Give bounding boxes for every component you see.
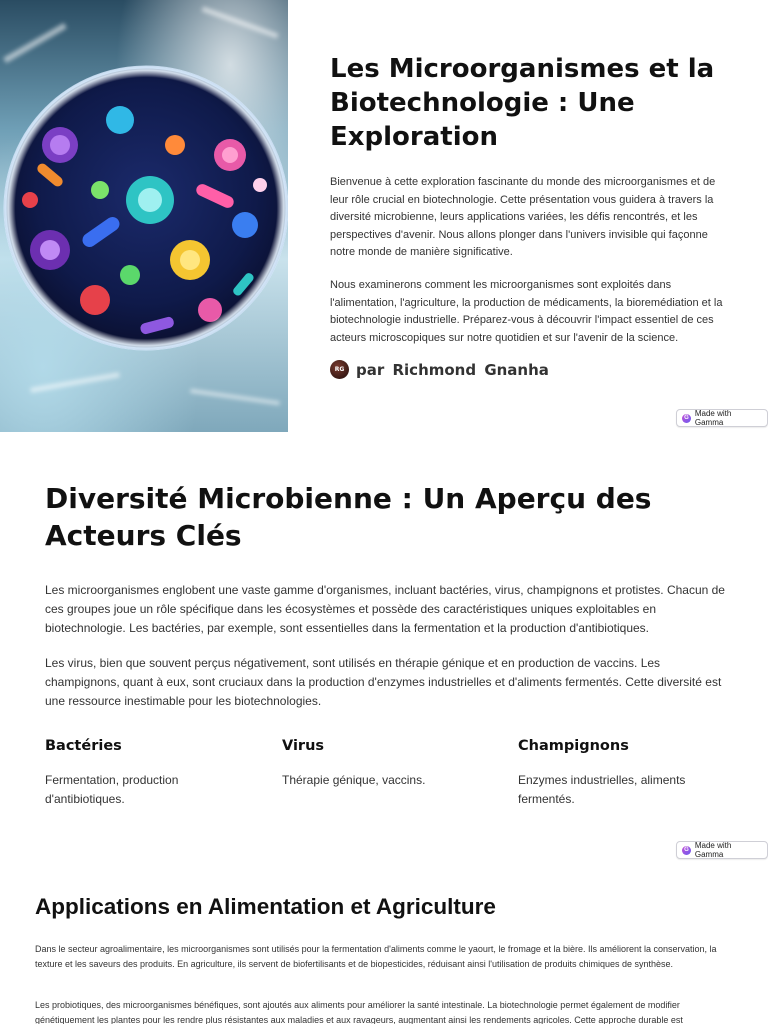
section-paragraph: Les virus, bien que souvent perçus négativement, sont utilisés en thérapie génique et en production de vaccins. Les champignons, quant à eux, sont cruciaux dans la production d'enzymes industrielles et d'aliments fermentés. Cette diversité est une ressource inestimable pour les biotechnologies. [45, 656, 722, 708]
column-heading: Bactéries [45, 738, 122, 754]
author-name: par Richmond Gnanha [356, 360, 549, 379]
column-text: Thérapie génique, vaccins. [282, 773, 426, 787]
column-heading: Virus [282, 738, 325, 754]
gamma-logo-icon: G [682, 414, 691, 423]
badge-label: Made with Gamma [694, 841, 732, 859]
section-title: Applications en Alimentation et Agriculture [35, 894, 496, 919]
slide-intro [0, 0, 768, 432]
column-fungi [518, 737, 723, 809]
made-with-gamma-badge[interactable] [676, 409, 768, 427]
section-paragraph: Dans le secteur agroalimentaire, les microorganismes sont utilisés pour la fermentation d'aliments comme le yaourt, le fromage et la bière. Ils améliorent la conservation, la texture et les saveurs des produits. En agriculture, ils servent de biofertilisants et de biopesticides, réduisant ainsi l'utilisation de produits chimiques de synthèse. [35, 944, 717, 969]
column-text: Enzymes industrielles, aliments fermentés. [518, 773, 686, 806]
badge-label: Made with Gamma [694, 409, 732, 427]
intro-paragraph: Bienvenue à cette exploration fascinante du monde des microorganismes et de leur rôle crucial en biotechnologie. Cette présentation vous guidera à travers la diversité microbienne, leurs applications variées, les défis rencontrés, et les perspectives d'avenir. Nous allons plonger dans l'univers invisible qui façonne notre monde de manière significative. [330, 176, 716, 259]
made-with-gamma-badge[interactable] [676, 841, 768, 859]
column-virus [282, 737, 482, 790]
column-heading: Champignons [518, 738, 629, 754]
column-text: Fermentation, production d'antibiotiques. [45, 773, 179, 806]
hero-image [0, 0, 288, 432]
avatar: RG [330, 360, 349, 379]
intro-paragraph: Nous examinerons comment les microorganismes sont exploités dans l'alimentation, l'agriculture, la production de médicaments, la bioremédiation et la biotechnologie industrielle. Préparez-vous à découvrir l'impact essentiel de ces acteurs microscopiques sur notre quotidien et sur l'avenir de la science. [330, 279, 723, 344]
section-title: Diversité Microbienne : Un Aperçu des Acteurs Clés [45, 482, 652, 552]
page-title: Les Microorganismes et la Biotechnologie : Une Exploration [330, 54, 715, 152]
section-paragraph: Les microorganismes englobent une vaste gamme d'organismes, incluant bactéries, virus, champignons et protistes. Chacun de ces groupes joue un rôle spécifique dans les écosystèmes et possède des caractéristiques uniques exploitables en biotechnologie. Les bactéries, par exemple, sont essentielles dans la fermentation et la production d'antibiotiques. [45, 583, 725, 635]
petri-dish-icon [0, 60, 288, 360]
author-byline [330, 360, 549, 379]
column-bacteria [45, 737, 245, 809]
section-paragraph: Les probiotiques, des microorganismes bénéfiques, sont ajoutés aux aliments pour améliorer la santé intestinale. La biotechnologie permet également de modifier génétiquement les plantes pour les rendre plus résistantes aux maladies et aux ravageurs, augmentant ainsi les rendements agricoles. Cette approche durable est [35, 1000, 683, 1024]
gamma-logo-icon: G [682, 846, 691, 855]
